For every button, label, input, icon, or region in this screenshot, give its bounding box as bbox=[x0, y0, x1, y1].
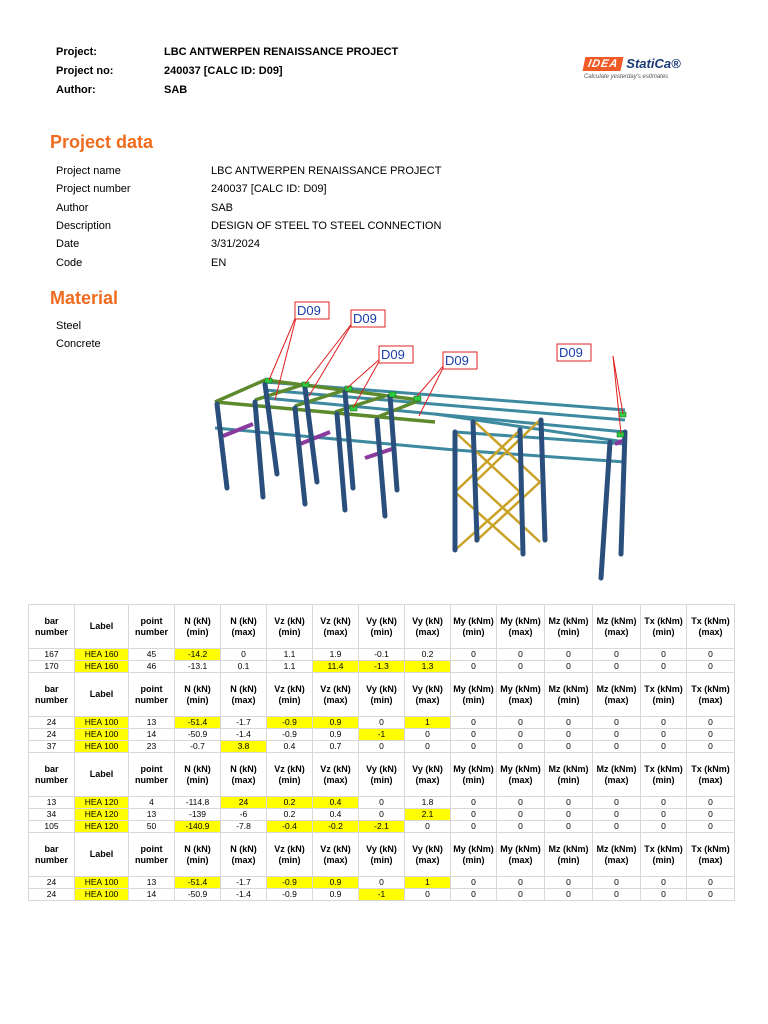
column-header: Mz (kNm) (max) bbox=[593, 833, 641, 877]
table-cell: 0 bbox=[687, 821, 735, 833]
table-row bbox=[29, 889, 735, 901]
table-cell: 24 bbox=[29, 717, 75, 729]
column-header: Mz (kNm) (min) bbox=[545, 753, 593, 797]
table-cell: 0 bbox=[497, 661, 545, 673]
table-cell: 1.3 bbox=[405, 661, 451, 673]
project-data-key: Author bbox=[56, 201, 89, 214]
table-cell: 1.8 bbox=[405, 797, 451, 809]
table-cell: 0 bbox=[593, 729, 641, 741]
table-cell: 1.1 bbox=[267, 661, 313, 673]
internal-forces-table bbox=[28, 604, 734, 901]
header-project-label: Project: bbox=[56, 46, 97, 58]
table-cell: 0 bbox=[593, 661, 641, 673]
table-cell: -7.8 bbox=[221, 821, 267, 833]
table-cell: 0 bbox=[545, 821, 593, 833]
forces-table bbox=[28, 604, 735, 901]
column-header: Label bbox=[75, 833, 129, 877]
header-author-label: Author: bbox=[56, 84, 96, 96]
project-data-key: Date bbox=[56, 238, 80, 251]
table-cell: 34 bbox=[29, 809, 75, 821]
document-header bbox=[56, 46, 476, 103]
table-cell: 0 bbox=[359, 797, 405, 809]
table-cell: 0 bbox=[687, 877, 735, 889]
table-cell: 0 bbox=[641, 717, 687, 729]
table-cell: 0 bbox=[359, 877, 405, 889]
column-header: Tx (kNm) (min) bbox=[641, 673, 687, 717]
column-header: Label bbox=[75, 605, 129, 649]
project-data-value: SAB bbox=[211, 201, 234, 214]
table-cell: 0 bbox=[641, 809, 687, 821]
column-header: Vz (kN) (min) bbox=[267, 833, 313, 877]
table-row bbox=[29, 741, 735, 753]
structural-model-image bbox=[205, 292, 635, 588]
table-cell: 0.1 bbox=[221, 661, 267, 673]
table-row bbox=[29, 821, 735, 833]
table-cell: 0 bbox=[359, 717, 405, 729]
table-cell: 0.4 bbox=[313, 809, 359, 821]
project-data-key: Description bbox=[56, 220, 112, 233]
table-cell: 0 bbox=[687, 889, 735, 901]
table-cell: -139 bbox=[175, 809, 221, 821]
table-cell: -14.2 bbox=[175, 649, 221, 661]
table-cell: 50 bbox=[129, 821, 175, 833]
table-cell: 0.9 bbox=[313, 729, 359, 741]
column-header: My (kNm) (min) bbox=[451, 605, 497, 649]
table-cell: 0 bbox=[451, 649, 497, 661]
table-cell: 0 bbox=[359, 741, 405, 753]
table-row bbox=[29, 661, 735, 673]
table-cell: -50.9 bbox=[175, 729, 221, 741]
table-cell: 0 bbox=[545, 661, 593, 673]
header-project-value: LBC ANTWERPEN RENAISSANCE PROJECT bbox=[164, 46, 399, 58]
column-header: Tx (kNm) (min) bbox=[641, 833, 687, 877]
table-cell: 0.2 bbox=[267, 797, 313, 809]
table-cell: 0 bbox=[593, 821, 641, 833]
section-label-cell: HEA 100 bbox=[75, 729, 129, 741]
table-cell: 13 bbox=[29, 797, 75, 809]
callout-label-3: D09 bbox=[381, 347, 405, 362]
column-header: Tx (kNm) (min) bbox=[641, 753, 687, 797]
table-cell: 0 bbox=[641, 729, 687, 741]
header-project-row bbox=[56, 46, 476, 65]
table-cell: 0 bbox=[451, 661, 497, 673]
project-data-row bbox=[56, 180, 441, 198]
table-cell: -2.1 bbox=[359, 821, 405, 833]
section-label-cell: HEA 120 bbox=[75, 821, 129, 833]
column-header: N (kN) (min) bbox=[175, 833, 221, 877]
table-cell: 0 bbox=[497, 821, 545, 833]
table-cell: 0 bbox=[497, 729, 545, 741]
table-cell: 0 bbox=[545, 797, 593, 809]
column-header: My (kNm) (min) bbox=[451, 833, 497, 877]
callout-label-1: D09 bbox=[297, 303, 321, 318]
column-header: Label bbox=[75, 673, 129, 717]
table-row bbox=[29, 797, 735, 809]
project-data-value: LBC ANTWERPEN RENAISSANCE PROJECT bbox=[211, 165, 442, 178]
table-cell: 0 bbox=[641, 661, 687, 673]
table-cell: -6 bbox=[221, 809, 267, 821]
column-header: My (kNm) (min) bbox=[451, 673, 497, 717]
table-cell: 0 bbox=[641, 877, 687, 889]
column-header: My (kNm) (max) bbox=[497, 605, 545, 649]
column-header: N (kN) (max) bbox=[221, 753, 267, 797]
table-cell: 37 bbox=[29, 741, 75, 753]
column-header: point number bbox=[129, 753, 175, 797]
table-cell: 2.1 bbox=[405, 809, 451, 821]
column-header: My (kNm) (max) bbox=[497, 753, 545, 797]
table-header-row bbox=[29, 753, 735, 797]
table-row bbox=[29, 809, 735, 821]
table-cell: 0 bbox=[497, 877, 545, 889]
table-cell: 0 bbox=[497, 797, 545, 809]
callout-label-4: D09 bbox=[445, 353, 469, 368]
table-cell: 0 bbox=[687, 741, 735, 753]
table-cell: -1.7 bbox=[221, 717, 267, 729]
column-header: Mz (kNm) (max) bbox=[593, 753, 641, 797]
table-row bbox=[29, 877, 735, 889]
table-cell: 1.1 bbox=[267, 649, 313, 661]
table-cell: -50.9 bbox=[175, 889, 221, 901]
material-key: Steel bbox=[56, 320, 82, 333]
table-cell: -0.1 bbox=[359, 649, 405, 661]
table-cell: 24 bbox=[29, 877, 75, 889]
table-header-row bbox=[29, 833, 735, 877]
table-cell: 0 bbox=[451, 809, 497, 821]
column-header: N (kN) (max) bbox=[221, 605, 267, 649]
table-cell: 0 bbox=[545, 889, 593, 901]
table-cell: 0 bbox=[687, 661, 735, 673]
column-header: Vy (kN) (max) bbox=[405, 753, 451, 797]
table-cell: 0 bbox=[593, 649, 641, 661]
column-header: Mz (kNm) (max) bbox=[593, 673, 641, 717]
logo-brand: StatiCa® bbox=[626, 56, 681, 71]
column-header: Vy (kN) (max) bbox=[405, 605, 451, 649]
column-header: Vy (kN) (max) bbox=[405, 833, 451, 877]
table-cell: 0.4 bbox=[267, 741, 313, 753]
table-cell: 0 bbox=[593, 741, 641, 753]
table-cell: 4 bbox=[129, 797, 175, 809]
table-cell: 170 bbox=[29, 661, 75, 673]
table-cell: 105 bbox=[29, 821, 75, 833]
project-data-row bbox=[56, 217, 441, 235]
table-cell: 0 bbox=[405, 889, 451, 901]
header-project-no-value: 240037 [CALC ID: D09] bbox=[164, 65, 283, 77]
callout-label-5: D09 bbox=[559, 345, 583, 360]
column-header: My (kNm) (max) bbox=[497, 833, 545, 877]
column-header: Vy (kN) (min) bbox=[359, 753, 405, 797]
section-label-cell: HEA 160 bbox=[75, 661, 129, 673]
table-cell: -0.7 bbox=[175, 741, 221, 753]
table-cell: 0 bbox=[405, 729, 451, 741]
column-header: Mz (kNm) (min) bbox=[545, 833, 593, 877]
column-header: N (kN) (min) bbox=[175, 673, 221, 717]
table-cell: -51.4 bbox=[175, 877, 221, 889]
table-cell: 0 bbox=[687, 809, 735, 821]
table-header-row bbox=[29, 605, 735, 649]
column-header: bar number bbox=[29, 673, 75, 717]
table-cell: 0 bbox=[593, 889, 641, 901]
table-cell: 0 bbox=[451, 877, 497, 889]
table-cell: 0.7 bbox=[313, 741, 359, 753]
table-cell: -1.3 bbox=[359, 661, 405, 673]
column-header: Tx (kNm) (max) bbox=[687, 673, 735, 717]
table-cell: -13.1 bbox=[175, 661, 221, 673]
table-cell: 23 bbox=[129, 741, 175, 753]
table-cell: -0.9 bbox=[267, 877, 313, 889]
table-cell: 0 bbox=[545, 809, 593, 821]
column-header: point number bbox=[129, 833, 175, 877]
project-data-row bbox=[56, 253, 441, 271]
table-cell: 13 bbox=[129, 809, 175, 821]
table-cell: -1.7 bbox=[221, 877, 267, 889]
table-cell: 0 bbox=[545, 729, 593, 741]
column-header: Label bbox=[75, 753, 129, 797]
table-cell: 0 bbox=[545, 741, 593, 753]
table-cell: 0 bbox=[451, 729, 497, 741]
material-title: Material bbox=[50, 288, 119, 308]
table-row bbox=[29, 729, 735, 741]
column-header: Vz (kN) (min) bbox=[267, 753, 313, 797]
table-cell: 0 bbox=[497, 809, 545, 821]
material-key: Concrete bbox=[56, 338, 101, 351]
project-data-title: Project data bbox=[50, 132, 154, 152]
section-label-cell: HEA 100 bbox=[75, 741, 129, 753]
table-cell: 24 bbox=[29, 889, 75, 901]
table-cell: -1.4 bbox=[221, 889, 267, 901]
column-header: Vy (kN) (max) bbox=[405, 673, 451, 717]
table-cell: 0 bbox=[405, 821, 451, 833]
section-label-cell: HEA 100 bbox=[75, 717, 129, 729]
table-cell: 0 bbox=[687, 797, 735, 809]
column-header: Vy (kN) (min) bbox=[359, 673, 405, 717]
column-header: Vz (kN) (min) bbox=[267, 605, 313, 649]
table-cell: 0 bbox=[593, 797, 641, 809]
table-cell: 45 bbox=[129, 649, 175, 661]
table-cell: 14 bbox=[129, 729, 175, 741]
project-data-key: Project name bbox=[56, 165, 121, 178]
table-cell: 0.4 bbox=[313, 797, 359, 809]
table-cell: 1 bbox=[405, 717, 451, 729]
table-cell: 0 bbox=[687, 729, 735, 741]
table-cell: 0 bbox=[451, 821, 497, 833]
table-cell: 0 bbox=[451, 717, 497, 729]
header-author-row bbox=[56, 84, 476, 103]
project-data-value: DESIGN OF STEEL TO STEEL CONNECTION bbox=[211, 220, 442, 233]
column-header: bar number bbox=[29, 753, 75, 797]
column-header: Vz (kN) (max) bbox=[313, 753, 359, 797]
table-cell: 0 bbox=[687, 717, 735, 729]
table-cell: 0.9 bbox=[313, 877, 359, 889]
table-cell: -0.9 bbox=[267, 889, 313, 901]
table-cell: -114.8 bbox=[175, 797, 221, 809]
column-header: Mz (kNm) (min) bbox=[545, 605, 593, 649]
header-project-no-row bbox=[56, 65, 476, 84]
table-cell: 0 bbox=[641, 889, 687, 901]
table-cell: -0.9 bbox=[267, 717, 313, 729]
table-cell: 0 bbox=[359, 809, 405, 821]
column-header: My (kNm) (min) bbox=[451, 753, 497, 797]
section-label-cell: HEA 100 bbox=[75, 877, 129, 889]
project-data-row bbox=[56, 162, 441, 180]
column-header: N (kN) (max) bbox=[221, 833, 267, 877]
table-cell: 0 bbox=[405, 741, 451, 753]
table-cell: 11.4 bbox=[313, 661, 359, 673]
column-header: bar number bbox=[29, 833, 75, 877]
table-cell: 13 bbox=[129, 877, 175, 889]
table-cell: 0 bbox=[497, 649, 545, 661]
project-data-key: Code bbox=[56, 256, 83, 269]
column-header: Tx (kNm) (min) bbox=[641, 605, 687, 649]
column-header: point number bbox=[129, 673, 175, 717]
table-cell: 0 bbox=[641, 821, 687, 833]
section-label-cell: HEA 160 bbox=[75, 649, 129, 661]
column-header: Vz (kN) (max) bbox=[313, 673, 359, 717]
table-cell: 0 bbox=[593, 717, 641, 729]
table-cell: 0 bbox=[497, 741, 545, 753]
table-cell: -140.9 bbox=[175, 821, 221, 833]
column-header: Mz (kNm) (max) bbox=[593, 605, 641, 649]
column-header: Vz (kN) (max) bbox=[313, 605, 359, 649]
project-data-value: 3/31/2024 bbox=[211, 238, 260, 251]
table-cell: -0.2 bbox=[313, 821, 359, 833]
table-cell: 24 bbox=[221, 797, 267, 809]
table-cell: 24 bbox=[29, 729, 75, 741]
project-data-value: 240037 [CALC ID: D09] bbox=[211, 183, 327, 196]
table-cell: 0 bbox=[545, 877, 593, 889]
column-header: N (kN) (min) bbox=[175, 753, 221, 797]
header-author-value: SAB bbox=[164, 84, 188, 96]
table-cell: -1 bbox=[359, 889, 405, 901]
table-cell: 0 bbox=[641, 649, 687, 661]
table-cell: 0 bbox=[497, 717, 545, 729]
project-data-list bbox=[56, 162, 441, 272]
table-cell: 1.9 bbox=[313, 649, 359, 661]
column-header: point number bbox=[129, 605, 175, 649]
project-data-key: Project number bbox=[56, 183, 131, 196]
table-cell: 0 bbox=[221, 649, 267, 661]
column-header: Tx (kNm) (max) bbox=[687, 833, 735, 877]
column-header: Vy (kN) (min) bbox=[359, 833, 405, 877]
table-cell: 3.8 bbox=[221, 741, 267, 753]
callout-label-2: D09 bbox=[353, 311, 377, 326]
table-cell: -1 bbox=[359, 729, 405, 741]
table-cell: 0 bbox=[593, 809, 641, 821]
table-cell: -0.4 bbox=[267, 821, 313, 833]
table-cell: 14 bbox=[129, 889, 175, 901]
table-cell: 0 bbox=[451, 741, 497, 753]
table-cell: 0 bbox=[641, 797, 687, 809]
table-cell: 0 bbox=[451, 889, 497, 901]
table-cell: 0 bbox=[451, 797, 497, 809]
table-cell: 1 bbox=[405, 877, 451, 889]
table-cell: 0 bbox=[687, 649, 735, 661]
column-header: bar number bbox=[29, 605, 75, 649]
column-header: Vz (kN) (max) bbox=[313, 833, 359, 877]
table-cell: 13 bbox=[129, 717, 175, 729]
table-cell: 0 bbox=[497, 889, 545, 901]
table-cell: 46 bbox=[129, 661, 175, 673]
column-header: N (kN) (max) bbox=[221, 673, 267, 717]
column-header: Vz (kN) (min) bbox=[267, 673, 313, 717]
section-label-cell: HEA 120 bbox=[75, 809, 129, 821]
logo-tagline: Calculate yesterday's estimates bbox=[584, 74, 669, 80]
header-project-no-label: Project no: bbox=[56, 65, 114, 77]
table-row bbox=[29, 717, 735, 729]
table-cell: 0.9 bbox=[313, 889, 359, 901]
table-cell: 0 bbox=[545, 649, 593, 661]
table-cell: 0.9 bbox=[313, 717, 359, 729]
table-cell: 0 bbox=[641, 741, 687, 753]
section-label-cell: HEA 100 bbox=[75, 889, 129, 901]
table-cell: -51.4 bbox=[175, 717, 221, 729]
column-header: Vy (kN) (min) bbox=[359, 605, 405, 649]
section-label-cell: HEA 120 bbox=[75, 797, 129, 809]
table-cell: 0.2 bbox=[405, 649, 451, 661]
table-cell: -1.4 bbox=[221, 729, 267, 741]
project-data-row bbox=[56, 199, 441, 217]
idea-statica-logo bbox=[584, 56, 704, 90]
table-header-row bbox=[29, 673, 735, 717]
table-cell: 0.2 bbox=[267, 809, 313, 821]
logo-mark: IDEA bbox=[583, 57, 624, 71]
column-header: Tx (kNm) (max) bbox=[687, 605, 735, 649]
project-data-value: EN bbox=[211, 256, 227, 269]
project-data-row bbox=[56, 235, 441, 253]
table-cell: 0 bbox=[593, 877, 641, 889]
column-header: Tx (kNm) (max) bbox=[687, 753, 735, 797]
table-cell: -0.9 bbox=[267, 729, 313, 741]
table-row bbox=[29, 649, 735, 661]
column-header: N (kN) (min) bbox=[175, 605, 221, 649]
table-cell: 0 bbox=[545, 717, 593, 729]
table-cell: 167 bbox=[29, 649, 75, 661]
column-header: My (kNm) (max) bbox=[497, 673, 545, 717]
column-header: Mz (kNm) (min) bbox=[545, 673, 593, 717]
